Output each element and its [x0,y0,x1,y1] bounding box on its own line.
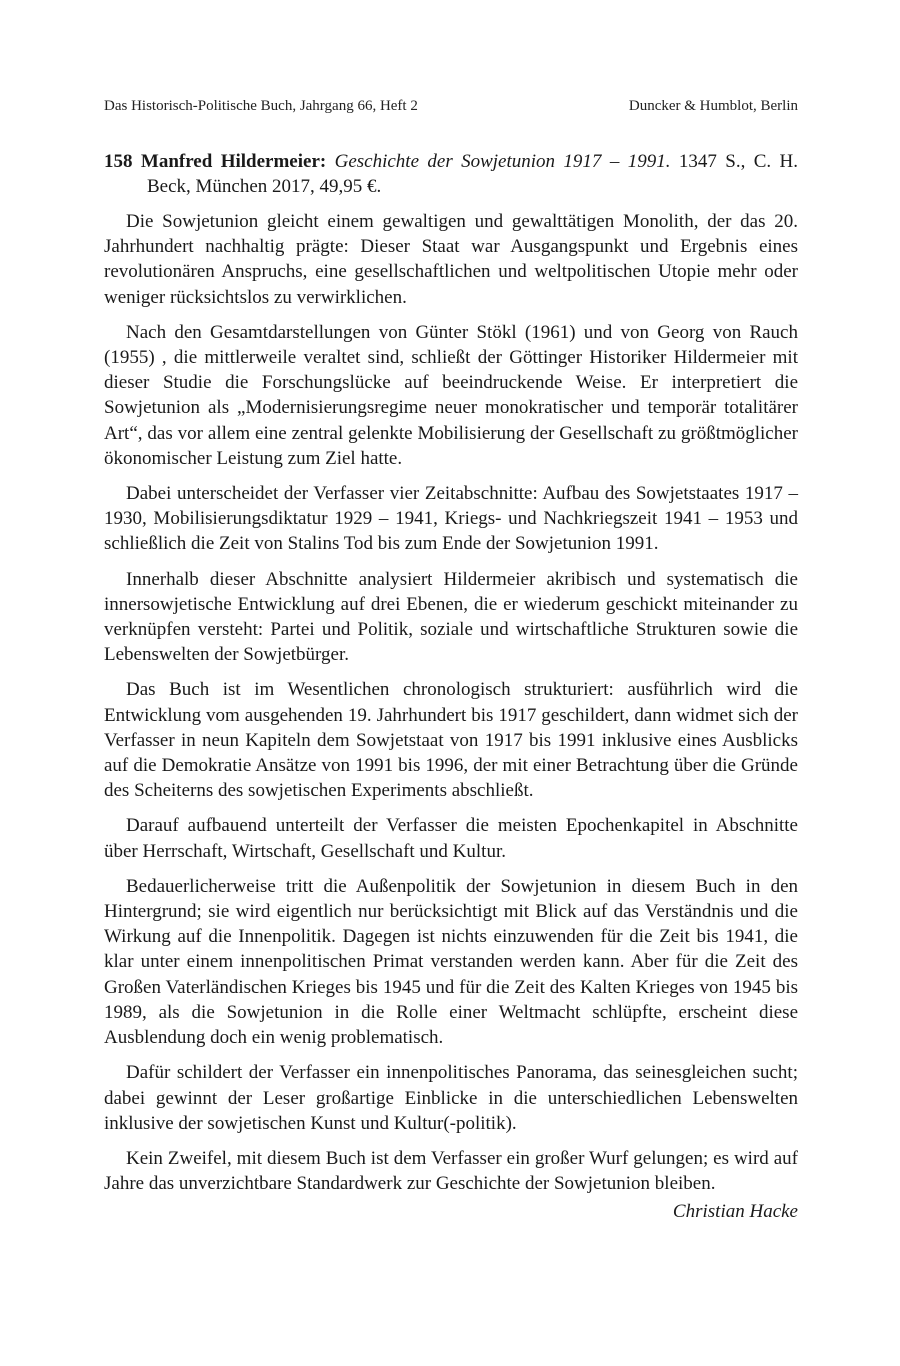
review-paragraph: Darauf aufbauend unterteilt der Verfasser die meisten Epochenkapitel in Abschnitte über Herrschaft, Wirtschaft, Gesellschaft und Kultur. [104,815,798,862]
journal-title: Das Historisch-Politische Buch, Jahrgang 66, Heft 2 [104,98,418,114]
entry-title: Geschichte der Sowjetunion 1917 – 1991. [334,151,671,172]
running-head [104,96,798,116]
publisher-name: Duncker & Humblot, Berlin [628,98,798,114]
review-paragraph: Dafür schildert der Verfasser ein innenpolitisches Panorama, das seinesgleichen sucht; dabei gewinnt der Leser großartige Einblicke in die unterschiedlichen Lebenswelten inklusive der sowjetischen Kunst und Kultur(-politik). [104,1062,798,1134]
review-paragraph: Kein Zweifel, mit diesem Buch ist dem Verfasser ein großer Wurf gelungen; es wird auf Jahre das unverzichtbare Standardwerk zur Geschichte der Sowjetunion bleiben. [104,1147,798,1195]
review-paragraph: Die Sowjetunion gleicht einem gewaltigen und gewalttätigen Monolith, der das 20. Jahrhundert nachhaltig prägte: Dieser Staat war Ausgangspunkt und Ergebnis eines revolutionären Anspruchs, eine gesellschaftlichen und weltpolitischen Utopie mehr oder weniger rücksichtslos zu verwirklichen. [104,211,798,308]
reviewer-signature: Christian Hacke [672,1201,798,1223]
review-paragraph: Das Buch ist im Wesentlichen chronologisch strukturiert: ausführlich wird die Entwicklung vom ausgehenden 19. Jahrhundert bis 1917 geschildert, dann widmet sich der Verfasser in neun Kapiteln dem Sowjetstaat von 1917 bis 1991 inklusive eines Ausblicks auf die Demokratie Ansätze von 1991 bis 1996, der mit einer Betrachtung über die Gründe des Scheiterns des sowjetischen Experiments abschließt. [104,679,798,802]
entry-details: 1347 S., C. H. Beck, München 2017, 49,95 €. [147,151,798,197]
entry-number: 158 [104,151,133,172]
entry-author: Manfred Hildermeier: [140,151,327,172]
review-paragraph: Bedauerlicherweise tritt die Außenpolitik der Sowjetunion in diesem Buch in den Hintergrund; sie wird eigentlich nur berücksichtigt mit Blick auf das Verständnis und die Wirkung auf die Innenpolitik. Dagegen ist nichts einzuwenden für die Zeit bis 1941, die klar unter einem innenpolitischen Primat verstanden werden kann. Aber für die Zeit des Großen Vaterländischen Krieges bis 1945 und für die Zeit des Kalten Krieges von 1945 bis 1989, als die Sowjetunion in die Rolle einer Weltmacht schlüpfte, erscheint diese Ausblendung doch ein wenig problematisch. [104,875,798,1049]
review-paragraph: Innerhalb dieser Abschnitte analysiert Hildermeier akribisch und systematisch die innersowjetische Entwicklung auf drei Ebenen, die er wiederum geschickt miteinander zu verknüpfen versteht: Partei und Politik, soziale und wirtschaftliche Strukturen sowie die Lebenswelten der Sowjetbürger. [104,568,798,666]
review-paragraph: Nach den Gesamtdarstellungen von Günter Stökl (1961) und von Georg von Rauch (1955) , die mittlerweile veraltet sind, schließt der Göttinger Historiker Hildermeier mit dieser Studie die Forschungslücke auf beeindruckende Weise. Er interpretiert die Sowjetunion als „Modernisierungsregime neuer monokratischer und temporär totalitärer Art“, das vor allem eine zentral gelenkte Mobilisierung der Gesellschaft zu größtmöglicher ökonomischer Leistung zum Ziel hatte. [104,321,798,469]
book-entry [104,149,798,199]
review-paragraph: Dabei unterscheidet der Verfasser vier Zeitabschnitte: Aufbau des Sowjetstaates 1917 – 1930, Mobilisierungsdiktatur 1929 – 1941, Kriegs- und Nachkriegszeit 1941 – 1953 und schließlich die Zeit von Stalins Tod bis zum Ende der Sowjetunion 1991. [104,483,798,555]
document-page [104,96,798,1224]
